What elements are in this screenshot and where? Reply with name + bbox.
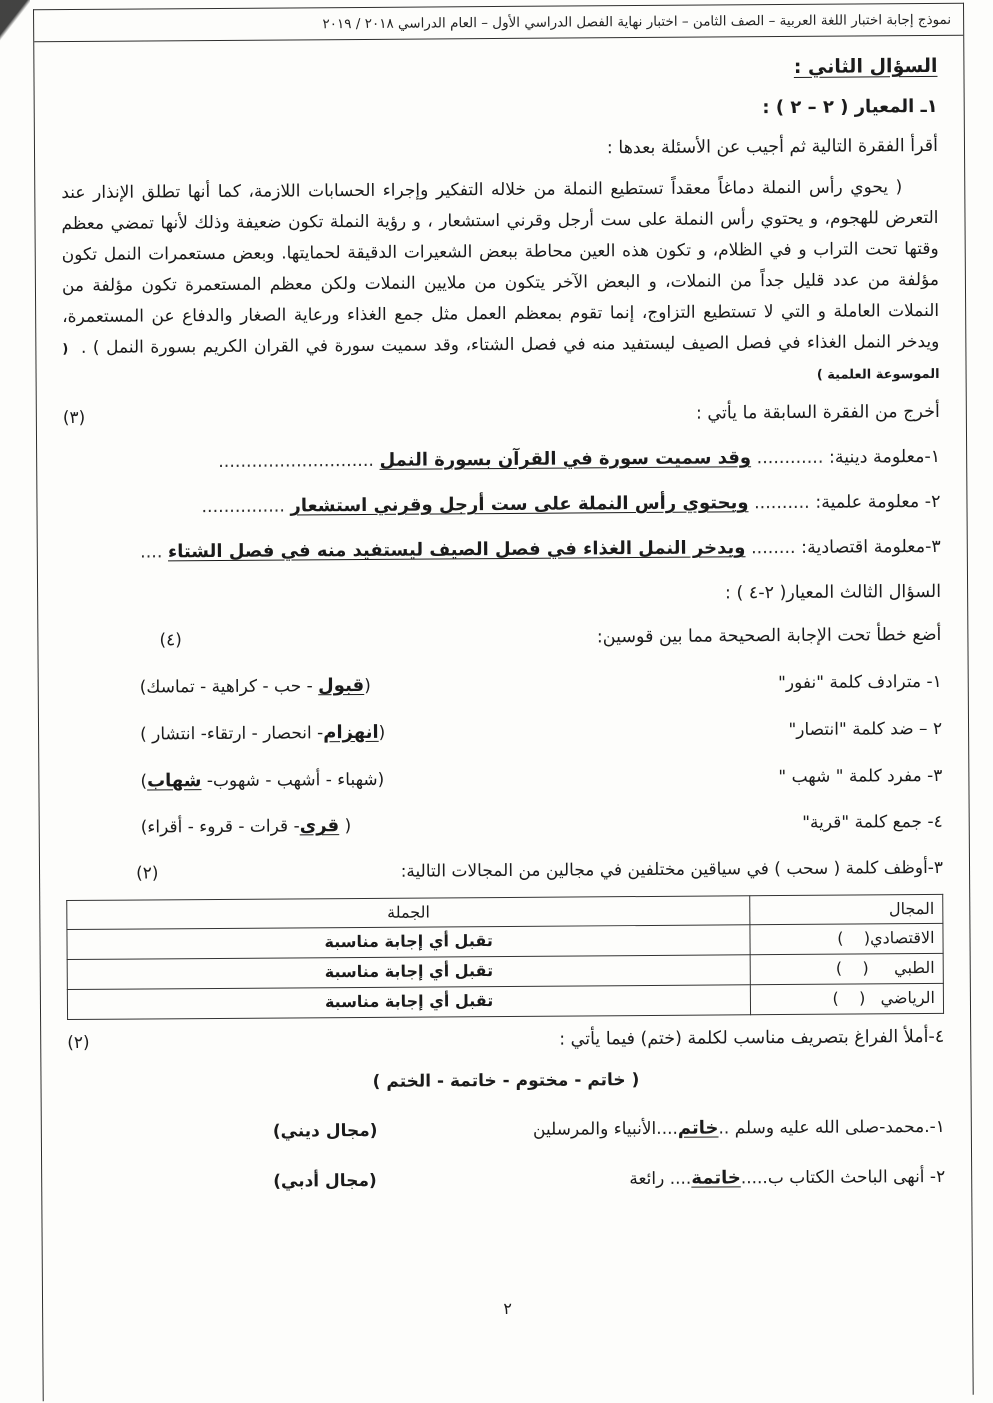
mc-correct-option: شهاب	[146, 769, 202, 792]
fill-answer: خاتمة	[691, 1167, 741, 1189]
question3-instruction-row	[64, 622, 941, 655]
fill-domain-label: (مجال ديني)	[272, 1121, 378, 1142]
usage-table	[66, 894, 944, 1020]
scan-corner-artifact	[0, 0, 30, 64]
mc-item-synonym	[65, 668, 942, 702]
sentence-cell: تقبل أي إجابة مناسبة	[67, 925, 750, 960]
question3-instruction: أضع خطأ تحت الإجابة الصحيحة مما بين قوسين:	[596, 624, 942, 647]
fill-pre: ١-.محمد-صلى الله عليه وسلم ..	[718, 1117, 945, 1139]
fill-item-literary	[68, 1163, 945, 1197]
mc-options-pre: (شهباء - أشهب - شهوب-	[201, 769, 385, 791]
dotted-line: ............................	[218, 451, 375, 473]
answer-line-scientific	[63, 488, 940, 522]
exam-sheet	[33, 3, 974, 1401]
question2-read-instruction: أقرأ الفقرة التالية ثم أجيب عن الأسئلة بعدها :	[606, 136, 939, 159]
answer-text: ويحتوي رأس النملة على ست أرجل وقرني استشعار	[290, 492, 749, 517]
usage-instruction-row	[66, 855, 943, 887]
answer-label: ١-معلومة دينية:	[828, 447, 941, 468]
mc-item-singular	[65, 761, 942, 795]
question4-marks: (٢)	[67, 1032, 90, 1053]
reading-passage	[61, 172, 939, 395]
question2-title: السؤال الثاني :	[793, 54, 938, 78]
word-bank: ( خاتم - مختوم - خاتمة - الختم )	[372, 1070, 640, 1092]
exam-content	[34, 36, 971, 1198]
dotted-line: ..........	[754, 493, 810, 514]
question4-title: ٤-أملأ الفراغ بتصريف مناسب لكلمة (ختم) فيما يأتي :	[559, 1026, 945, 1050]
mc-options-post: - قرات - قروء - أقراء)	[140, 816, 300, 838]
answer-label: ٣-معلومة اقتصادية:	[801, 537, 941, 559]
fill-post: .... رائعة	[629, 1168, 692, 1190]
fill-sentence	[533, 1113, 945, 1144]
mc-item-antonym	[65, 715, 942, 749]
mc-correct-option: انهزام	[323, 721, 379, 743]
mc-options-post: )	[140, 771, 148, 792]
mc-options-pre: (	[339, 816, 352, 837]
dotted-line: ....	[140, 542, 163, 563]
field-cell: الاقتصادي( )	[750, 924, 943, 955]
field-cell: الرياضي ( )	[751, 983, 944, 1014]
fill-sentence	[629, 1163, 945, 1193]
field-header-cell: المجال	[750, 894, 943, 925]
document-header-title: نموذج إجابة اختبار اللغة العربية – الصف الثامن – اختبار نهاية الفصل الدراسي الأول – العام الدراسي ٢٠١٨ / ٢٠١٩	[322, 11, 952, 33]
mc-options-post: - حب - كراهية - تماسك)	[139, 676, 319, 698]
extract-instruction-row	[63, 399, 940, 432]
question4-title-row	[67, 1024, 944, 1057]
mc-options	[140, 718, 385, 748]
fill-pre: ٢- أنهى الباحث الكتاب ب.....	[740, 1167, 946, 1189]
fill-post: ....الأنبياء والمرسلين	[532, 1119, 678, 1141]
usage-marks: (٢)	[135, 863, 159, 884]
fill-item-religious	[68, 1113, 945, 1147]
usage-table-row-sports	[67, 983, 943, 1019]
mc-correct-option: قبول	[318, 674, 365, 697]
mc-correct-option: قرى	[299, 815, 340, 837]
answer-label: ٢- معلومة علمية:	[815, 492, 941, 514]
answer-line-religious	[63, 443, 940, 477]
mc-prompt: ٣- مفرد كلمة " شهب "	[778, 765, 943, 787]
mc-item-plural	[66, 808, 943, 842]
question2-marks: (٣)	[62, 407, 86, 429]
passage-text: ( يحوي رأس النملة دماغاً معقداً تستطيع النملة من خلاله التفكير وإجراء الحسابات اللازمة، كما أنها تطلق الإنذار عند التعرض للهجوم، و يحتوي رأس النملة على ست أرجل وقرني استشعار ، و رؤية النملة تكون ضعيفة وذلك لأنها تمضي معظم وقتها تحت التراب و في الظلام، و تكون هذه العين محاطة ببعض الشعيرات الدقيقة لحمايتها. وبعض مستعمرات النمل تكون مؤلفة من عدد قليل جداً من النملات، و البعض الآخر يتكون من ملايين النملات ولكن معظم المستعمرة تكون مؤلفة من النملات العاملة و التي لا تستطيع التزاوج، إنما تقوم بمعظم العمل مثل جمع الغذاء ورعاية الصغار والدفاع عن المستعمرة، ويدخر النمل الغذاء في فصل الصيف ليستفيد منه في فصل الشتاء، وقد سميت سورة في القران الكريم بسورة النمل ) .	[61, 177, 940, 359]
extract-instruction: أخرج من الفقرة السابقة ما يأتي :	[695, 401, 940, 424]
answer-text: وقد سميت سورة في القرآن بسورة النمل	[379, 447, 752, 471]
field-cell: الطبي ( )	[750, 954, 943, 985]
dotted-line: ...............	[201, 496, 285, 518]
fill-domain-label: (مجال أدبي)	[273, 1171, 377, 1192]
mc-prompt: ١- مترادف كلمة "نفور"	[778, 671, 942, 693]
question3-marks: (٤)	[159, 629, 182, 651]
mc-options-pre: (	[378, 722, 386, 743]
mc-options-post: - انحصار - ارتقاء- انتشار )	[140, 722, 324, 745]
question3-title: السؤال الثالث المعيار( ٢-٤ ) :	[724, 581, 942, 603]
mc-options	[141, 812, 352, 841]
mc-options-pre: (	[364, 675, 371, 696]
usage-instruction: ٣-أوظف كلمة ( سحب ) في سياقين مختلفين في مجالين من المجالات التالية:	[400, 858, 944, 883]
passage-source: ( الموسوعة العلمية )	[62, 342, 940, 383]
answer-text: ويدخر النمل الغذاء في فصل الصيف ليستفيد منه في فصل الشتاء	[167, 537, 746, 563]
sentence-cell: تقبل أي إجابة مناسبة	[67, 985, 750, 1020]
fill-answer: خاتم	[677, 1117, 719, 1140]
sentence-header-cell: الجملة	[67, 895, 750, 930]
mc-options	[140, 672, 371, 702]
question2-criterion: ١ـ المعيار ( ٢ – ٢ ) :	[762, 96, 938, 119]
answer-line-economic	[64, 533, 941, 567]
mc-options	[140, 765, 384, 795]
mc-prompt: ٤- جمع كلمة "قرية"	[802, 812, 943, 834]
page-number: ٢	[503, 1298, 512, 1318]
mc-prompt: ٢ – ضد كلمة "انتصار"	[788, 718, 943, 740]
sentence-cell: تقبل أي إجابة مناسبة	[67, 955, 750, 990]
dotted-line: ........	[750, 538, 796, 559]
dotted-line: ............	[756, 447, 824, 469]
